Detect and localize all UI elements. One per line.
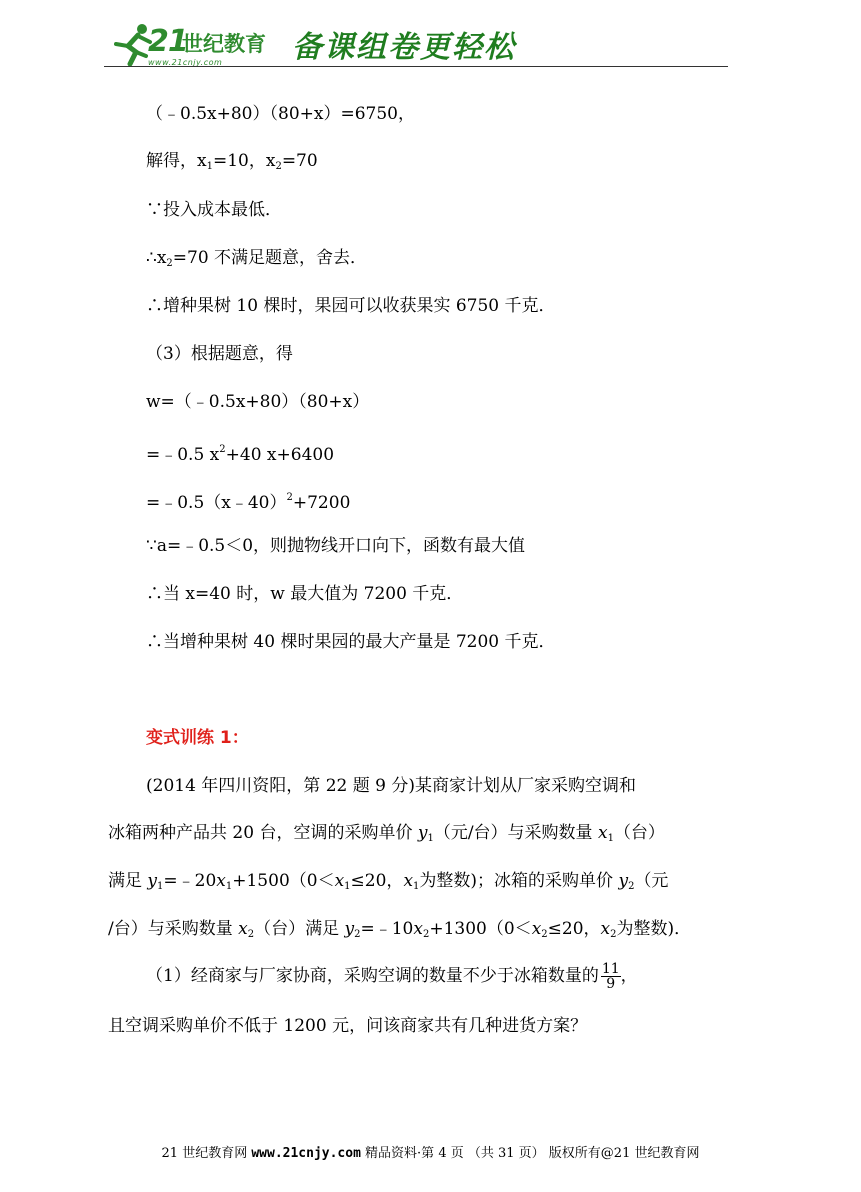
solution-line-3: ∵投入成本最低． bbox=[146, 200, 282, 220]
question-1-line-2: 且空调采购单价不低于 1200 元，问该商家共有几种进货方案？ bbox=[108, 1016, 588, 1036]
solution-line-5: ∴增种果树 10 棵时，果园可以收获果实 6750 千克． bbox=[146, 296, 556, 316]
solution-line-10: ∵a=﹣0.5＜0，则抛物线开口向下，函数有最大值 bbox=[146, 536, 526, 556]
logo-text: 世纪教育 bbox=[182, 32, 266, 56]
page-header bbox=[0, 0, 861, 80]
solution-line-7: w=（﹣0.5x+80）（80+x） bbox=[146, 392, 370, 412]
logo-url: www.21cnjy.com bbox=[148, 58, 223, 67]
solution-line-2: 解得，$x_1=10$，$x_2=70$ bbox=[146, 151, 318, 172]
solution-line-1: （﹣0.5x+80）（80+x）=6750， bbox=[146, 104, 415, 124]
footer-site-link[interactable]: www.21cnjy.com bbox=[251, 1146, 361, 1161]
header-slogan: 备课组卷更轻松 bbox=[292, 30, 516, 65]
solution-line-8: =﹣0.5 $x^2+40$ x+6400 bbox=[146, 444, 335, 465]
solution-line-12: ∴当增种果树 40 棵时果园的最大产量是 7200 千克． bbox=[146, 632, 556, 652]
question-1-line-1: （1）经商家与厂家协商，采购空调的数量不少于冰箱数量的 $\frac{11}{9}$ ， bbox=[146, 961, 638, 992]
exercise-paragraph-line-2: 冰箱两种产品共 20 台，空调的采购单价 $y_1$（元/台）与采购数量 $x_1$（台） bbox=[108, 823, 665, 844]
exercise-paragraph-line-4: /台）与采购数量 $x_2$（台）满足 $y_2=﹣10x_2+1300(0<x_2\le 20$，$x_2$为整数)． bbox=[108, 919, 692, 940]
solution-line-6: （3）根据题意，得 bbox=[146, 344, 293, 364]
solution-line-11: ∴当 x=40 时，w 最大值为 7200 千克． bbox=[146, 584, 464, 604]
logo-number: 21 bbox=[148, 24, 188, 59]
exercise-paragraph-line-1: (2014 年四川资阳，第 22 题 9 分)某商家计划从厂家采购空调和 bbox=[146, 776, 636, 796]
solution-line-9: =﹣0.5（x﹣40）$^2$+7200 bbox=[146, 492, 351, 513]
fraction-eleven-ninths: $\frac{11}{9}$ bbox=[601, 961, 620, 992]
header-divider bbox=[104, 66, 728, 67]
page-footer: 21 世纪教育网 www.21cnjy.com 精品资料·第 4 页 （共 31 页） 版权所有@21 世纪教育网 bbox=[161, 1146, 700, 1161]
solution-line-4: $\therefore x_2=70$ 不满足题意，舍去． bbox=[146, 248, 368, 269]
exercise-heading: 变式训练 1： bbox=[146, 728, 249, 748]
exercise-paragraph-line-3: 满足 $y_1=﹣20x_1+1500(0<x_1\le 20$，$x_1$为整数)；冰箱的采购单价 $y_2$（元 bbox=[108, 871, 669, 892]
